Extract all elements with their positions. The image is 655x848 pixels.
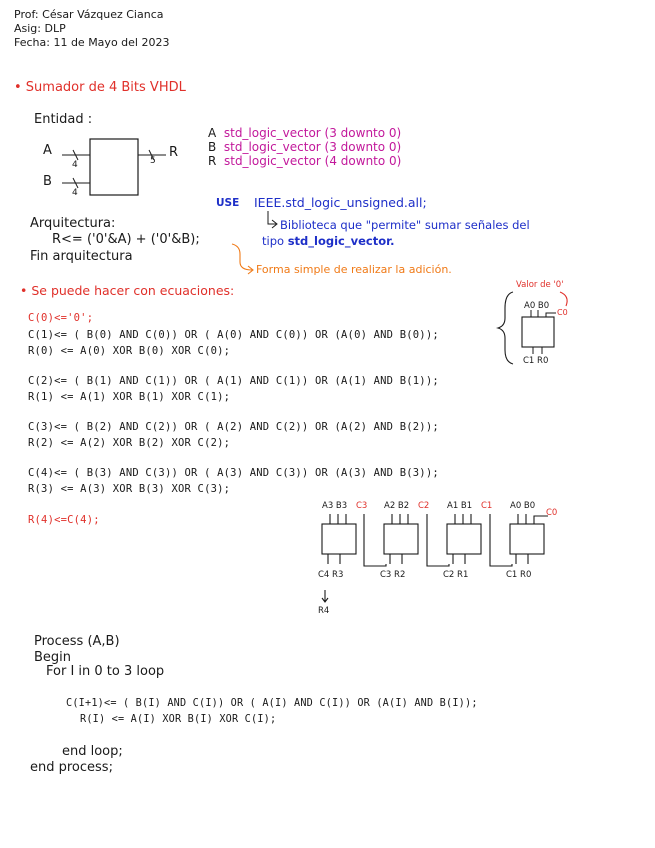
note1-quote: "permite" [365, 218, 422, 232]
signal-name: R [208, 154, 217, 168]
equation-line: R(3) <= A(3) XOR B(3) XOR C(3); [28, 483, 231, 495]
adder-chain [322, 514, 548, 602]
single-cell-block [522, 317, 554, 347]
equation-line: C(1)<= ( B(0) AND C(0)) OR ( A(0) AND C(0)) OR (A(0) AND B(0)); [28, 329, 439, 341]
chain-cell-3-carry: C3 [356, 501, 368, 511]
zero-note-arrow [560, 292, 567, 306]
use-note-line1 [280, 218, 530, 232]
process-body-sum: R(I) <= A(I) XOR B(I) XOR C(I); [80, 714, 277, 725]
entity-label: Entidad : [34, 112, 93, 127]
signal-type: std_logic_vector (3 downto 0) [223, 140, 402, 154]
signal-row [208, 126, 401, 140]
entity-block [90, 139, 138, 195]
chain-cell-1-carry: C1 [481, 501, 493, 511]
signal-row [208, 140, 401, 154]
note2-type: std_logic_vector. [287, 234, 395, 248]
use-keyword: USE [216, 197, 240, 209]
single-cell-inputs: A0 B0 [524, 301, 550, 311]
equations-heading: • Se puede hacer con ecuaciones: [20, 283, 235, 298]
process-loop: For I in 0 to 3 loop [46, 664, 165, 679]
equation-line: C(2)<= ( B(1) AND C(1)) OR ( A(1) AND C(1)) OR (A(1) AND B(1)); [28, 375, 439, 387]
process-end: end process; [30, 760, 113, 775]
process-body-carry: C(I+1)<= ( B(I) AND C(I)) OR ( A(I) AND C(I)) OR (A(I) AND B(I)); [66, 698, 478, 709]
chain-cell-2-inputs: A2 B2 [384, 501, 410, 511]
equation-line: R(1) <= A(1) XOR B(1) XOR C(1); [28, 391, 231, 403]
chain-cell-3-inputs: A3 B3 [322, 501, 348, 511]
section-title: • Sumador de 4 Bits VHDL [14, 80, 186, 95]
use-library: IEEE.std_logic_unsigned.all; [254, 195, 427, 210]
carry-init: C(0)<='0'; [28, 312, 94, 324]
signal-name: A [208, 126, 217, 140]
chain-cell-3-outputs: C4 R3 [318, 570, 344, 580]
chain-cell-3 [322, 524, 356, 554]
chain-cell-0-inputs: A0 B0 [510, 501, 536, 511]
chain-cell-0 [510, 524, 544, 554]
single-cell-outputs: C1 R0 [523, 356, 549, 366]
chain-cell-2-outputs: C3 R2 [380, 570, 406, 580]
architecture-note: Forma simple de realizar la adición. [256, 263, 452, 276]
entity-bus-width-r: 5 [150, 156, 156, 166]
chain-cell-1 [447, 524, 481, 554]
chain-cell-0-carry: C0 [546, 508, 558, 518]
entity-port-b: B [43, 174, 52, 189]
entity-port-a: A [43, 143, 52, 158]
single-cell-carry-label: C0 [557, 308, 568, 317]
equation-line: R(2) <= A(2) XOR B(2) XOR C(2); [28, 437, 231, 449]
signal-row [208, 154, 401, 168]
use-note-line2 [262, 234, 395, 248]
note2-pre: tipo [262, 234, 285, 248]
architecture-label: Arquitectura: [30, 216, 116, 231]
process-header: Process (A,B) [34, 634, 120, 649]
chain-cell-2-carry: C2 [418, 501, 430, 511]
architecture-end: Fin arquitectura [30, 249, 133, 264]
chain-cell-1-inputs: A1 B1 [447, 501, 473, 511]
equation-line: R(0) <= A(0) XOR B(0) XOR C(0); [28, 345, 231, 357]
chain-r4: R4 [318, 606, 330, 616]
note1-post: sumar señales del [424, 218, 530, 232]
signal-type: std_logic_vector (3 downto 0) [223, 126, 402, 140]
equation-line: C(3)<= ( B(2) AND C(2)) OR ( A(2) AND C(2)) OR (A(2) AND B(2)); [28, 421, 439, 433]
entity-port-r: R [169, 145, 179, 160]
single-cell-carry-in [546, 313, 556, 317]
signal-type: std_logic_vector (4 downto 0) [223, 154, 402, 168]
header-subject: Asig: DLP [14, 22, 66, 35]
chain-cell-1-outputs: C2 R1 [443, 570, 469, 580]
signal-name: B [208, 140, 217, 154]
header-prof: Prof: César Vázquez Cianca [14, 8, 164, 21]
note1-pre: Biblioteca que [280, 218, 363, 232]
entity-bus-width-a: 4 [72, 160, 78, 170]
entity-bus-width-b: 4 [72, 188, 78, 198]
chain-cell-2 [384, 524, 418, 554]
equation-line: C(4)<= ( B(3) AND C(3)) OR ( A(3) AND C(3)) OR (A(3) AND B(3)); [28, 467, 439, 479]
process-begin: Begin [34, 650, 72, 665]
header-date: Fecha: 11 de Mayo del 2023 [14, 36, 170, 49]
zero-note: Valor de '0' [516, 280, 564, 290]
brace [498, 292, 513, 364]
final-equation: R(4)<=C(4); [28, 514, 100, 526]
architecture-statement: R<= ('0'&A) + ('0'&B); [52, 232, 200, 247]
chain-cell-0-outputs: C1 R0 [506, 570, 532, 580]
signal-list [208, 126, 401, 168]
process-end-loop: end loop; [62, 744, 123, 759]
